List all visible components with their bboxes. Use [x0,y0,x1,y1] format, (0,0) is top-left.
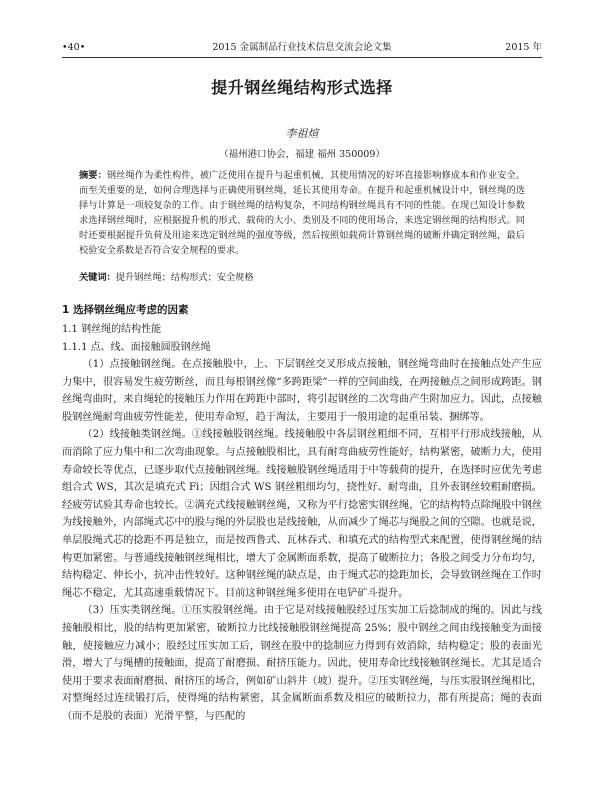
abstract [79,168,525,258]
abstract-label: 摘要： [79,170,107,181]
author-name: 李祖煊 [285,127,319,140]
body-text [62,356,542,725]
keywords-label: 关键词： [79,272,116,283]
header-year: 2015 年 [505,42,542,53]
paragraph-compacted: （3）压实类钢丝绳。①压实股钢丝绳。由于它是对线接触股经过压实加工后捻制成的绳的。因此与线接触股相比，股的结构更加紧密，破断拉力比线接触股钢丝绳提高 25%；股中钢丝之间由线接触变为面接触，使接触应力减小；股经过压实加工后，钢丝在股中的捻制应力得到有效消除，结构稳定；股的表面光滑，增大了与绳槽的接触面，提高了耐磨损、耐挤压能力。因此，使用寿命比线接触钢丝绳长。尤其是适合使用于要求表面耐磨损、耐挤压的场合，例如矿山斜井（坡）提升。②压实钢丝绳，与压实股钢丝绳相比，对整绳经过连续锻打后，使得绳的结构紧密，其金属断面系数及相应的破断拉力，都有所提高；绳的表面（而不是股的表面）光滑平整，与匹配的 [62,605,542,722]
journal-name: 2015 金属制品行业技术信息交流会论文集 [212,42,392,53]
section-heading-1-1: 1.1 钢丝绳的结构性能 [62,324,162,335]
section-heading-1: 1 选择钢丝绳应考虑的因素 [62,304,189,316]
running-header [62,41,542,55]
paragraph-point-contact: （1）点接触钢丝绳。在点接触股中，上、下层钢丝交叉形成点接触，钢丝绳弯曲时在接触点处产生应力集中，很容易发生疲劳断丝，而且每根钢丝像“多跨距梁”一样的空间曲线，在两接触点之间形成跨距。钢丝绳弯曲时，来自绳轮的接触压力作用在跨距中部时，将引起钢丝的二次弯曲产生附加应力。因此，点接触股钢丝绳耐弯曲疲劳性能差，使用寿命短，趋于淘汰，主要用于一般用途的起重吊装、捆绑等。 [62,359,542,423]
header-divider [62,57,542,58]
author-affiliation: （福州港口协会，福建 福州 350009） [219,149,385,160]
page-number: •40• [62,42,86,53]
section-heading-1-1-1: 1.1.1 点、线、面接触圆股钢丝绳 [62,342,211,353]
keywords-text: 提升钢丝绳；结构形式；安全规格 [115,272,254,283]
keywords [79,270,525,285]
abstract-text: 钢丝绳作为柔性构件，被广泛使用在提升与起重机械，其使用情况的好坏直接影响修成本和作业安全。而至关重要的是，如何合理选择与正确使用钢丝绳，延长其使用寿命。在提升和起重机械设计中，钢丝绳的选择与计算是一项较复杂的工作。由于钢丝绳的结构复杂，不同结构钢丝绳具有不同的性能。在现已知设计参数求选择钢丝绳时，应根据提升机的形式、载荷的大小、类别及不同的使用场合，来选定钢丝绳的结构形式。同时还要根据提升负荷及用途来选定钢丝绳的强度等级，然后按照如载荷计算钢丝绳的破断并确定钢丝绳，最后校验安全系数是否符合安全规程的要求。 [79,170,526,256]
paper-title: 提升钢丝绳结构形式选择 [211,78,393,97]
paragraph-line-contact: （2）线接触类钢丝绳。①线接触股钢丝绳。线接触股中各层钢丝粗细不同，互相平行形成线接触，从而消除了应力集中和二次弯曲现象。与点接触股相比，具有耐弯曲疲劳性能好，结构紧密，破断力大，使用寿命较长等优点，已逐步取代点接触钢丝绳。线接触股钢丝绳适用于中等载荷的提升，在选择时应优先考虑组合式 WS，其次是填充式 Fi；因组合式 WS 钢丝粗细均匀，挠性好、耐弯曲，且外表钢丝较粗耐磨损。经疲劳试验其寿命也较长。②满充式线接触钢丝绳，又称为平行捻密实钢丝绳，它的结构特点除绳股中钢丝为线接触外，内部绳式芯中的股与绳的外层股也是线接触，从而减少了绳芯与绳股之间的空隙。也就是说，单层股绳式芯的捻距不再是独立，而是按西鲁式、瓦林吞式、和填充式的结构型式来配置，使得钢丝绳的结构更加紧密。与普通线接触钢丝绳相比，增大了金属断面系数，提高了破断拉力；各股之间受力分布均匀，结构稳定、伸长小，抗冲击性较好。这种钢丝绳的缺点是，由于绳式芯的捻距加长，会导致钢丝绳在工作时绳芯不稳定，尤其高速重载情况下。目前这种钢丝绳多使用在电铲矿斗提升。 [62,429,542,599]
